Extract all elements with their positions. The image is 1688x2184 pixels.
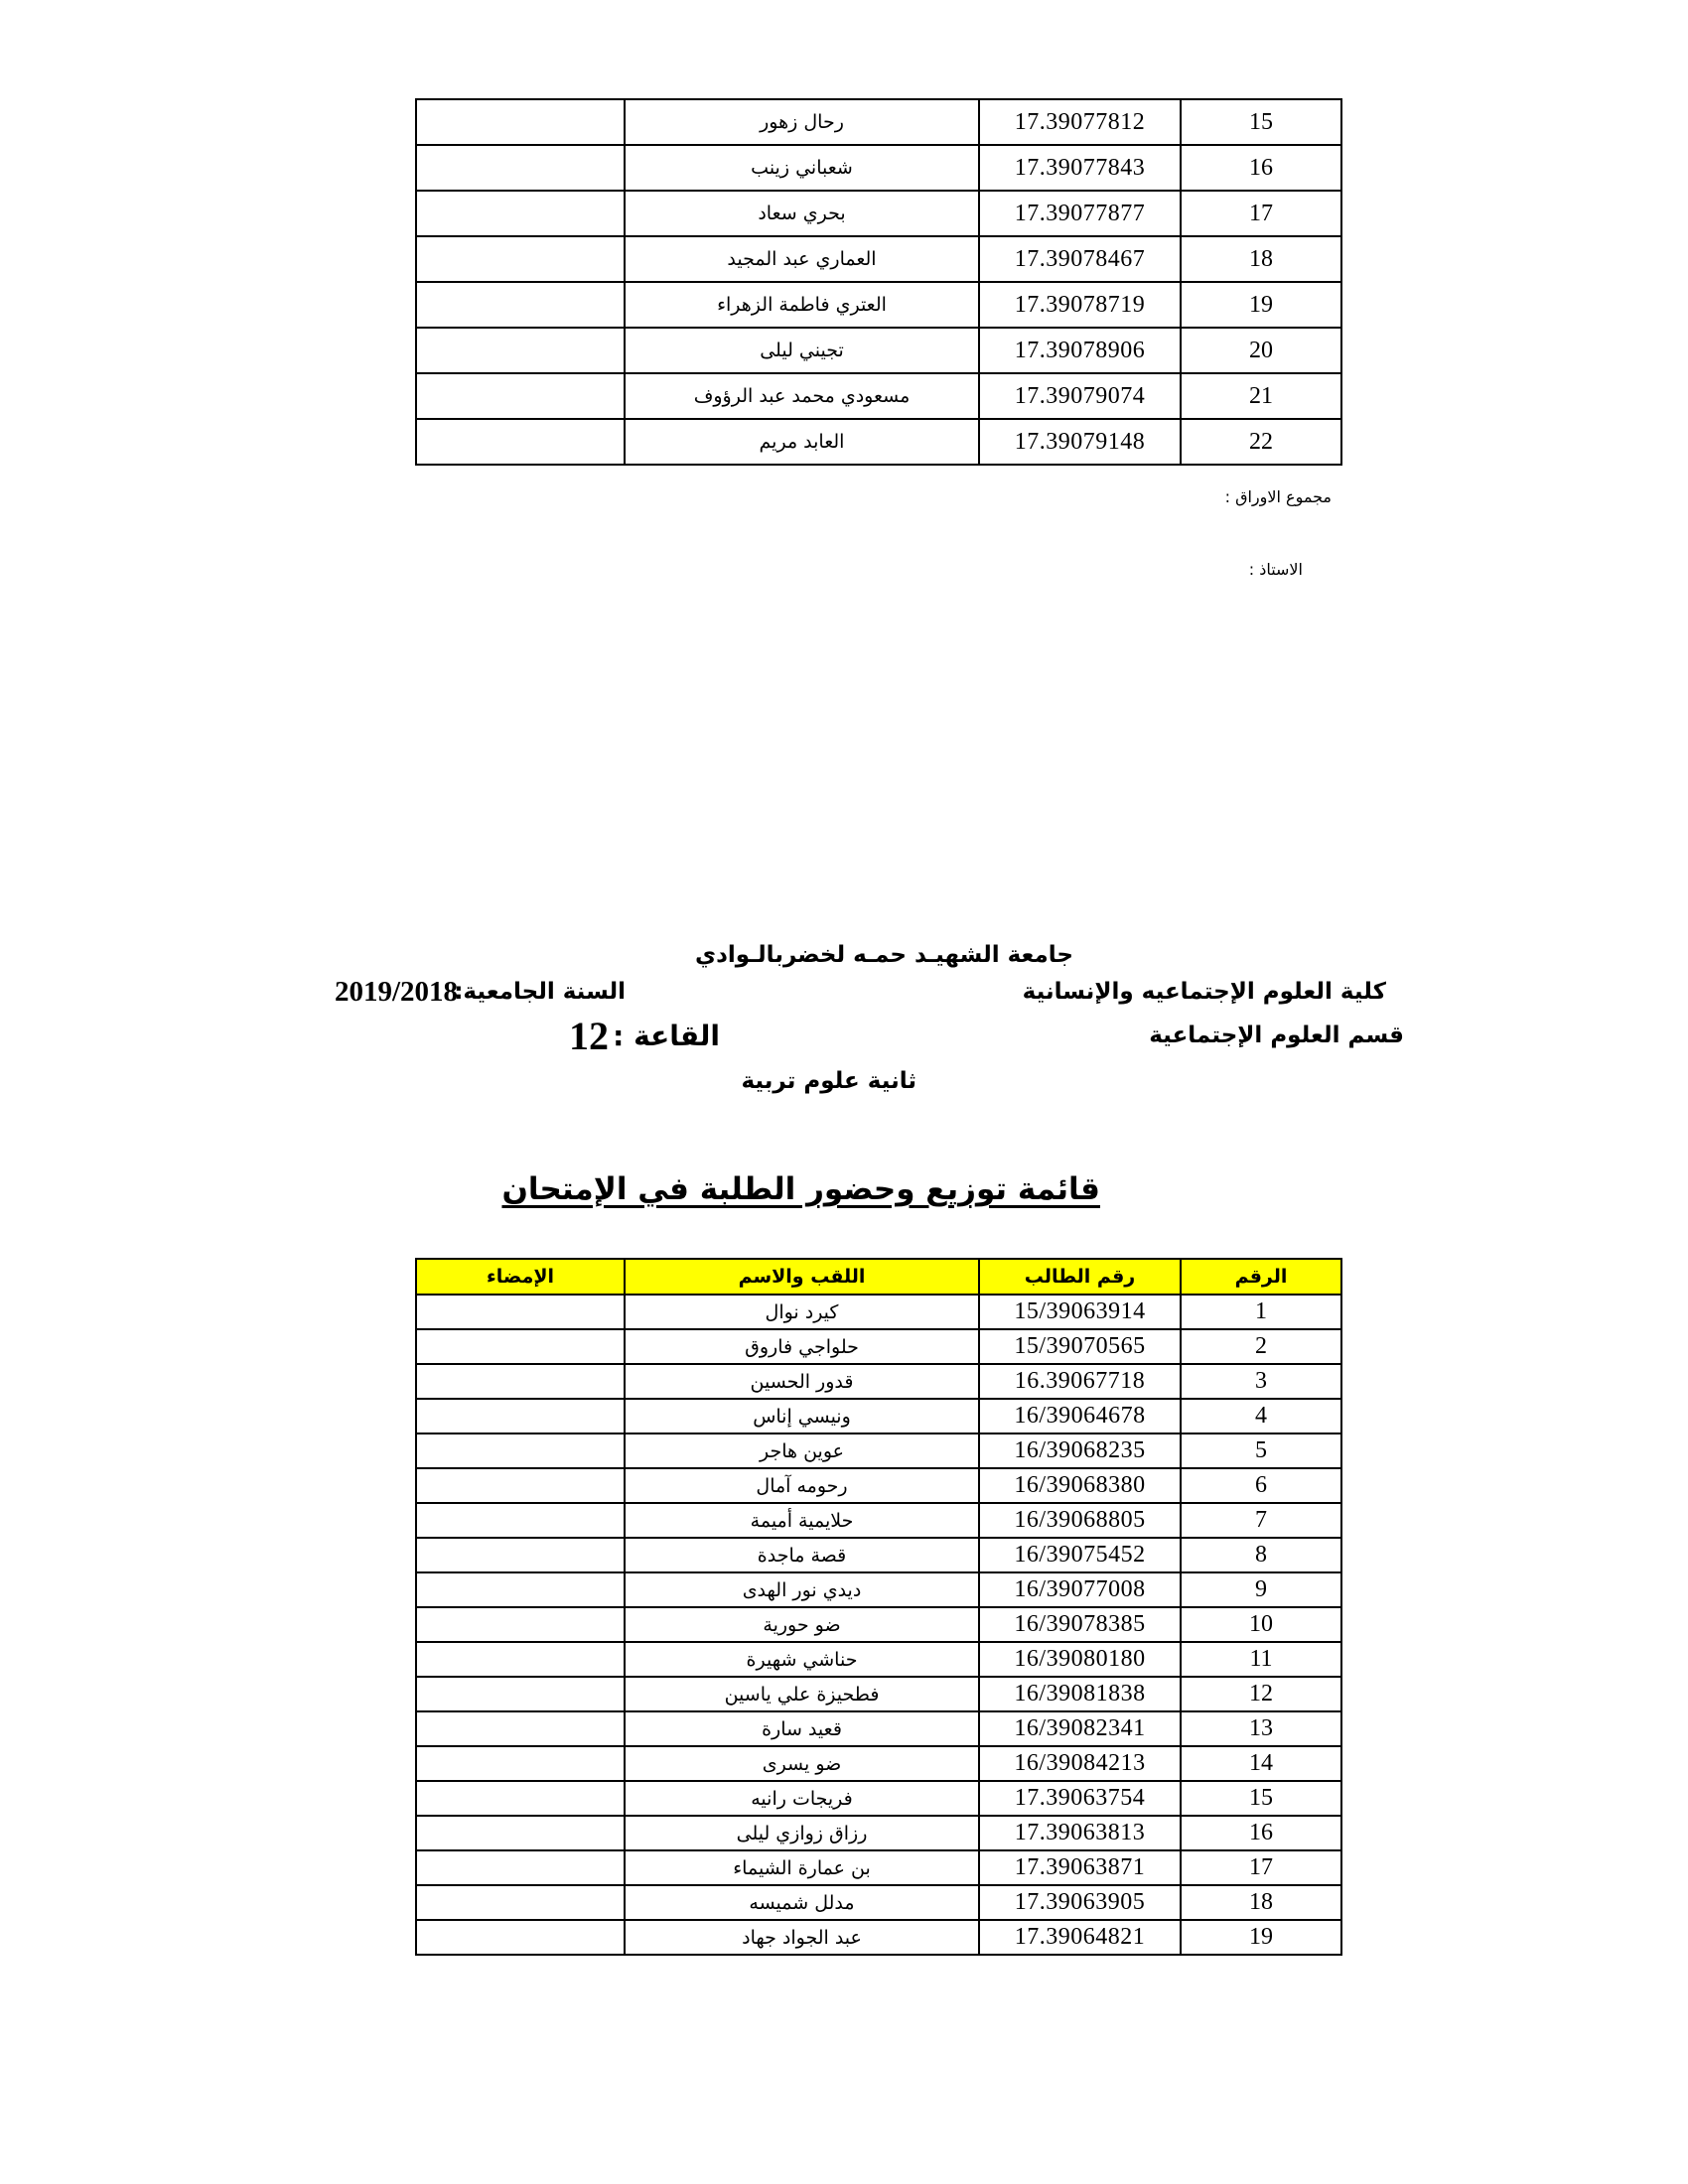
row-number: 9: [1181, 1572, 1341, 1607]
student-id: 16/39082341: [979, 1711, 1181, 1746]
student-id: 16/39068380: [979, 1468, 1181, 1503]
table-row: [416, 1295, 1341, 1329]
row-number: 12: [1181, 1677, 1341, 1711]
student-id: 16/39077008: [979, 1572, 1181, 1607]
student-name: ضو حورية: [625, 1607, 979, 1642]
table-row: [416, 1433, 1341, 1468]
signature-cell[interactable]: [416, 1746, 625, 1781]
main-table-body: [416, 1295, 1341, 1955]
student-name: حلايمية أميمة: [625, 1503, 979, 1538]
signature-cell[interactable]: [416, 1781, 625, 1816]
row-number: 2: [1181, 1329, 1341, 1364]
student-name: شعباني زينب: [625, 145, 979, 191]
row-number: 4: [1181, 1399, 1341, 1433]
student-id: 16/39068235: [979, 1433, 1181, 1468]
signature-cell[interactable]: [416, 1295, 625, 1329]
hall-number: 12: [569, 1014, 609, 1058]
main-attendance-table: [415, 1258, 1342, 1956]
header-name: اللقب والاسم: [625, 1259, 979, 1295]
student-name: ديدي نور الهدى: [625, 1572, 979, 1607]
row-number: 13: [1181, 1711, 1341, 1746]
student-name: فطحيزة علي ياسين: [625, 1677, 979, 1711]
row-number: 20: [1181, 328, 1341, 373]
student-id: 17.39077877: [979, 191, 1181, 236]
table-row: [416, 419, 1341, 465]
document-title: قائمة توزيع وحضور الطلبة في الإمتحان: [501, 1171, 1100, 1207]
signature-cell[interactable]: [416, 328, 625, 373]
row-number: 6: [1181, 1468, 1341, 1503]
student-id: 17.39064821: [979, 1920, 1181, 1955]
student-name: قدور الحسين: [625, 1364, 979, 1399]
table-row: [416, 1572, 1341, 1607]
table-row: [416, 1503, 1341, 1538]
table-row: [416, 145, 1341, 191]
student-name: عبد الجواد جهاد: [625, 1920, 979, 1955]
student-id: 16/39080180: [979, 1642, 1181, 1677]
student-name: حناشي شهيرة: [625, 1642, 979, 1677]
row-number: 16: [1181, 1816, 1341, 1850]
student-id: 17.39079148: [979, 419, 1181, 465]
table-row: [416, 1746, 1341, 1781]
row-number: 19: [1181, 282, 1341, 328]
student-name: فريجات رانيه: [625, 1781, 979, 1816]
signature-cell[interactable]: [416, 1433, 625, 1468]
signature-cell[interactable]: [416, 1503, 625, 1538]
student-id: 17.39063813: [979, 1816, 1181, 1850]
student-name: قصة ماجدة: [625, 1538, 979, 1572]
student-id: 17.39078719: [979, 282, 1181, 328]
signature-cell[interactable]: [416, 236, 625, 282]
header-signature: الإمضاء: [416, 1259, 625, 1295]
student-name: عوين هاجر: [625, 1433, 979, 1468]
table-row: [416, 1920, 1341, 1955]
university-name: جامعة الشهيـد حمـه لخضربالـوادي: [695, 942, 1073, 968]
signature-cell[interactable]: [416, 1364, 625, 1399]
row-number: 17: [1181, 191, 1341, 236]
student-id: 15/39070565: [979, 1329, 1181, 1364]
academic-year-label: السنة الجامعية:: [454, 979, 626, 1005]
signature-cell[interactable]: [416, 191, 625, 236]
row-number: 16: [1181, 145, 1341, 191]
student-id: 17.39079074: [979, 373, 1181, 419]
student-name: رزاق زوازي ليلى: [625, 1816, 979, 1850]
header-student-id: رقم الطالب: [979, 1259, 1181, 1295]
signature-cell[interactable]: [416, 1885, 625, 1920]
student-name: ونيسي إناس: [625, 1399, 979, 1433]
row-number: 7: [1181, 1503, 1341, 1538]
student-name: كيرد نوال: [625, 1295, 979, 1329]
signature-cell[interactable]: [416, 1468, 625, 1503]
student-name: تجيني ليلى: [625, 328, 979, 373]
student-id: 16/39068805: [979, 1503, 1181, 1538]
table-row: [416, 282, 1341, 328]
row-number: 15: [1181, 99, 1341, 145]
signature-cell[interactable]: [416, 1711, 625, 1746]
study-level: ثانية علوم تربية: [741, 1068, 916, 1094]
student-name: ضو يسرى: [625, 1746, 979, 1781]
table-row: [416, 236, 1341, 282]
table-row: [416, 1711, 1341, 1746]
hall-label: القاعة :: [613, 1020, 720, 1052]
row-number: 5: [1181, 1433, 1341, 1468]
table-row: [416, 1850, 1341, 1885]
table-row: [416, 1816, 1341, 1850]
signature-cell[interactable]: [416, 1399, 625, 1433]
table-row: [416, 1329, 1341, 1364]
student-id: 16/39075452: [979, 1538, 1181, 1572]
top-attendance-table: [415, 98, 1342, 466]
student-id: 16/39078385: [979, 1607, 1181, 1642]
signature-cell[interactable]: [416, 419, 625, 465]
table-row: [416, 99, 1341, 145]
signature-cell[interactable]: [416, 373, 625, 419]
row-number: 22: [1181, 419, 1341, 465]
student-id: 17.39078467: [979, 236, 1181, 282]
row-number: 14: [1181, 1746, 1341, 1781]
signature-cell[interactable]: [416, 282, 625, 328]
row-number: 17: [1181, 1850, 1341, 1885]
row-number: 1: [1181, 1295, 1341, 1329]
header-number: الرقم: [1181, 1259, 1341, 1295]
main-table-header: [416, 1259, 1341, 1295]
student-name: رحال زهور: [625, 99, 979, 145]
student-id: 17.39063754: [979, 1781, 1181, 1816]
student-name: مدلل شميسه: [625, 1885, 979, 1920]
row-number: 18: [1181, 1885, 1341, 1920]
row-number: 18: [1181, 236, 1341, 282]
faculty-name: كلية العلوم الإجتماعيه والإنسانية: [1022, 979, 1386, 1005]
student-name: بن عمارة الشيماء: [625, 1850, 979, 1885]
table-row: [416, 191, 1341, 236]
header-row: [416, 1259, 1341, 1295]
student-id: 17.39077812: [979, 99, 1181, 145]
row-number: 8: [1181, 1538, 1341, 1572]
table-row: [416, 1468, 1341, 1503]
student-id: 17.39077843: [979, 145, 1181, 191]
row-number: 11: [1181, 1642, 1341, 1677]
signature-cell[interactable]: [416, 1850, 625, 1885]
student-name: مسعودي محمد عبد الرؤوف: [625, 373, 979, 419]
table-row: [416, 1364, 1341, 1399]
professor-label: الاستاذ :: [1248, 560, 1303, 579]
signature-cell[interactable]: [416, 1572, 625, 1607]
row-number: 10: [1181, 1607, 1341, 1642]
signature-cell[interactable]: [416, 1920, 625, 1955]
student-id: 16.39067718: [979, 1364, 1181, 1399]
total-papers-label: مجموع الاوراق :: [1224, 487, 1332, 506]
student-id: 16/39064678: [979, 1399, 1181, 1433]
row-number: 3: [1181, 1364, 1341, 1399]
table-row: [416, 1607, 1341, 1642]
student-id: 16/39084213: [979, 1746, 1181, 1781]
signature-cell[interactable]: [416, 1642, 625, 1677]
academic-year-value: 2019/2018: [335, 976, 459, 1008]
table-row: [416, 1642, 1341, 1677]
row-number: 15: [1181, 1781, 1341, 1816]
student-name: العماري عبد المجيد: [625, 236, 979, 282]
row-number: 19: [1181, 1920, 1341, 1955]
table-row: [416, 1399, 1341, 1433]
signature-cell[interactable]: [416, 1816, 625, 1850]
student-id: 17.39078906: [979, 328, 1181, 373]
student-name: العتري فاطمة الزهراء: [625, 282, 979, 328]
top-table-body: [416, 99, 1341, 465]
department-name: قسم العلوم الإجتماعية: [1149, 1023, 1404, 1048]
table-row: [416, 1781, 1341, 1816]
signature-cell[interactable]: [416, 99, 625, 145]
table-row: [416, 1677, 1341, 1711]
student-id: 15/39063914: [979, 1295, 1181, 1329]
student-id: 17.39063871: [979, 1850, 1181, 1885]
signature-cell[interactable]: [416, 1329, 625, 1364]
table-row: [416, 373, 1341, 419]
student-name: بحري سعاد: [625, 191, 979, 236]
table-row: [416, 328, 1341, 373]
signature-cell[interactable]: [416, 145, 625, 191]
signature-cell[interactable]: [416, 1607, 625, 1642]
student-name: حلواجي فاروق: [625, 1329, 979, 1364]
row-number: 21: [1181, 373, 1341, 419]
table-row: [416, 1885, 1341, 1920]
student-name: العابد مريم: [625, 419, 979, 465]
student-id: 17.39063905: [979, 1885, 1181, 1920]
student-id: 16/39081838: [979, 1677, 1181, 1711]
table-row: [416, 1538, 1341, 1572]
student-name: رحومه آمال: [625, 1468, 979, 1503]
signature-cell[interactable]: [416, 1677, 625, 1711]
signature-cell[interactable]: [416, 1538, 625, 1572]
student-name: قعيد سارة: [625, 1711, 979, 1746]
